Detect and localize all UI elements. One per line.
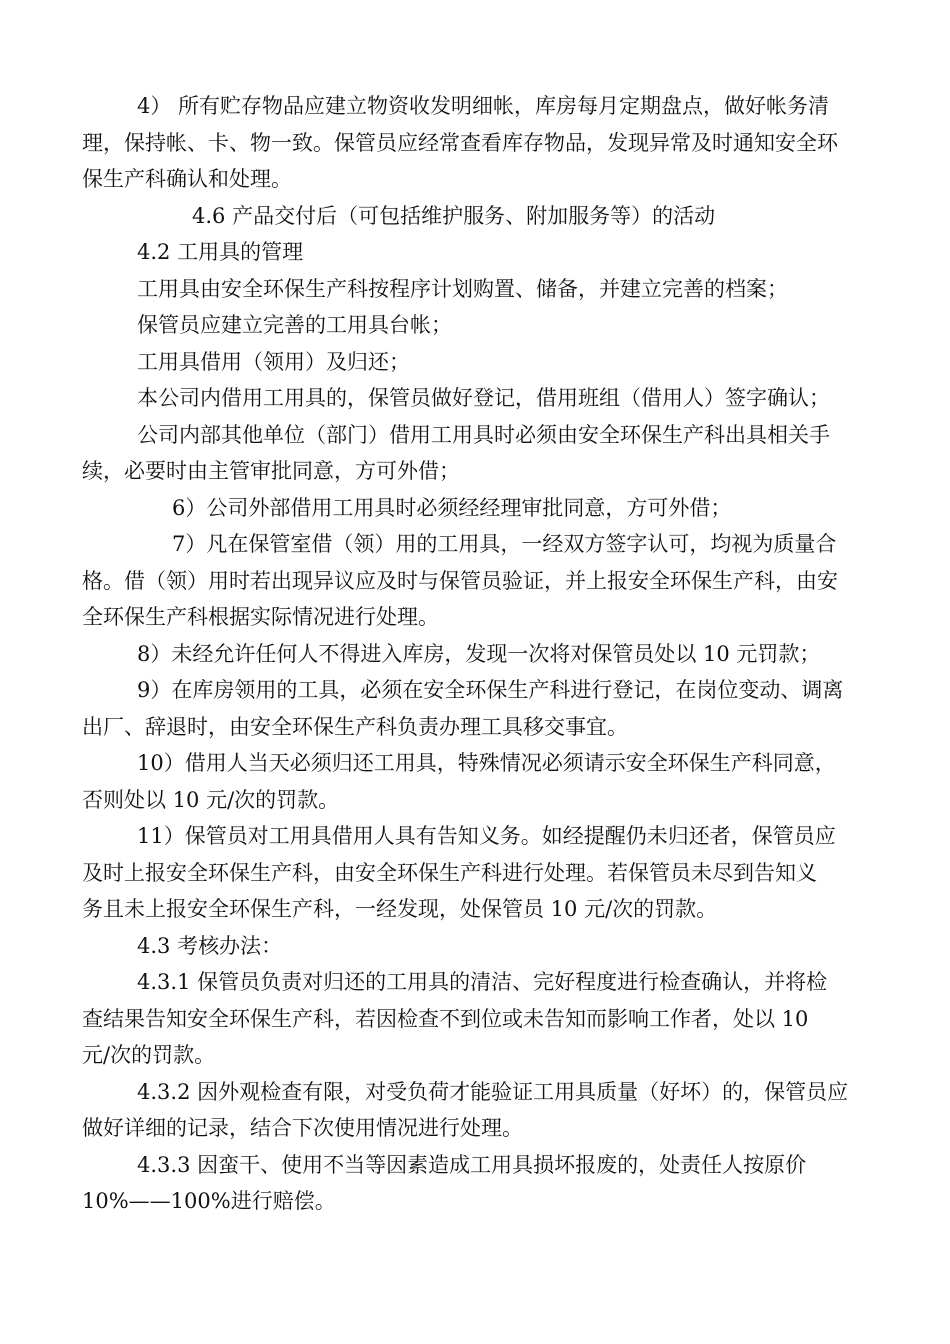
paragraph-tool-ledger xyxy=(137,307,857,344)
text-line: 6）公司外部借用工用具时必须经经理审批同意，方可外借； xyxy=(172,495,732,520)
text-line: 出厂、辞退时，由安全环保生产科负责办理工具移交事宜。 xyxy=(82,714,628,739)
text-line: 11）保管员对工用具借用人具有告知义务。如经提醒仍未归还者，保管员应 xyxy=(137,824,836,848)
text-line: 续，必要时由主管审批同意，方可外借； xyxy=(82,459,460,483)
text-line: 4.3.2 因外观检查有限，对受负荷才能验证工用具质量（好坏）的，保管员应 xyxy=(137,1079,849,1104)
section-heading-4-2 xyxy=(137,234,857,271)
paragraph-item-7 xyxy=(82,526,857,636)
text-line: 本公司内借用工用具的，保管员做好登记，借用班组（借用人）签字确认； xyxy=(137,386,830,410)
text-line: 格。借（领）用时若出现异议应及时与保管员验证，并上报安全环保生产科，由安 xyxy=(82,568,838,593)
text-line: 务且未上报安全环保生产科，一经发现，处保管员 10 元/次的罚款。 xyxy=(82,897,718,921)
text-line: 做好详细的记录，结合下次使用情况进行处理。 xyxy=(82,1116,523,1140)
text-line: 保生产科确认和处理。 xyxy=(82,167,292,191)
paragraph-other-units xyxy=(82,417,857,490)
paragraph-item-11 xyxy=(82,818,857,928)
paragraph-4-3-1 xyxy=(82,964,857,1074)
text-line: 理，保持帐、卡、物一致。保管员应经常查看库存物品，发现异常及时通知安全环 xyxy=(82,130,838,155)
text-line: 7）凡在保管室借（领）用的工用具，一经双方签字认可，均视为质量合 xyxy=(172,532,837,556)
document-body xyxy=(82,88,857,1220)
text-line: 工用具由安全环保生产科按程序计划购置、储备，并建立完善的档案； xyxy=(137,276,788,301)
text-line: 4.3 考核办法： xyxy=(137,933,283,958)
text-line: 公司内部其他单位（部门）借用工用具时必须由安全环保生产科出具相关手 xyxy=(137,422,830,447)
text-line: 8）未经允许任何人不得进入库房，发现一次将对保管员处以 10 元罚款； xyxy=(137,641,821,666)
text-line: 保管员应建立完善的工用具台帐； xyxy=(137,313,452,337)
text-line: 否则处以 10 元/次的罚款。 xyxy=(82,787,340,812)
paragraph-item-9 xyxy=(82,672,857,745)
paragraph-4-3-2 xyxy=(82,1074,857,1147)
paragraph-item-4 xyxy=(82,88,857,198)
paragraph-tool-purchase xyxy=(137,271,857,308)
paragraph-internal-borrow xyxy=(137,380,857,417)
text-line: 10）借用人当天必须归还工用具，特殊情况必须请示安全环保生产科同意， xyxy=(137,751,836,775)
paragraph-item-10 xyxy=(82,745,857,818)
paragraph-item-6 xyxy=(137,490,857,527)
text-line: 全环保生产科根据实际情况进行处理。 xyxy=(82,605,439,629)
text-line: 9）在库房领用的工具，必须在安全环保生产科进行登记，在岗位变动、调离 xyxy=(137,678,844,702)
text-line: 查结果告知安全环保生产科，若因检查不到位或未告知而影响工作者，处以 10 xyxy=(82,1006,809,1031)
paragraph-4-3-3 xyxy=(82,1147,857,1220)
paragraph-borrow-return xyxy=(137,344,857,381)
text-line: 4.3.1 保管员负责对归还的工用具的清洁、完好程度进行检查确认，并将检 xyxy=(137,970,828,994)
paragraph-item-8 xyxy=(137,636,857,673)
text-line: 4.2 工用具的管理 xyxy=(137,240,304,264)
section-heading-4-3 xyxy=(137,928,857,965)
text-line: 10%——100%进行赔偿。 xyxy=(82,1189,336,1213)
section-heading-4-6 xyxy=(137,198,857,235)
text-line: 4） 所有贮存物品应建立物资收发明细帐，库房每月定期盘点，做好帐务清 xyxy=(137,94,830,118)
text-line: 元/次的罚款。 xyxy=(82,1043,216,1067)
text-line: 工用具借用（领用）及归还； xyxy=(137,349,410,374)
text-line: 4.3.3 因蛮干、使用不当等因素造成工用具损坏报废的，处责任人按原价 xyxy=(137,1152,807,1177)
text-line: 及时上报安全环保生产科，由安全环保生产科进行处理。若保管员未尽到告知义 xyxy=(82,860,817,885)
text-line: 4.6 产品交付后（可包括维护服务、附加服务等）的活动 xyxy=(192,203,716,228)
